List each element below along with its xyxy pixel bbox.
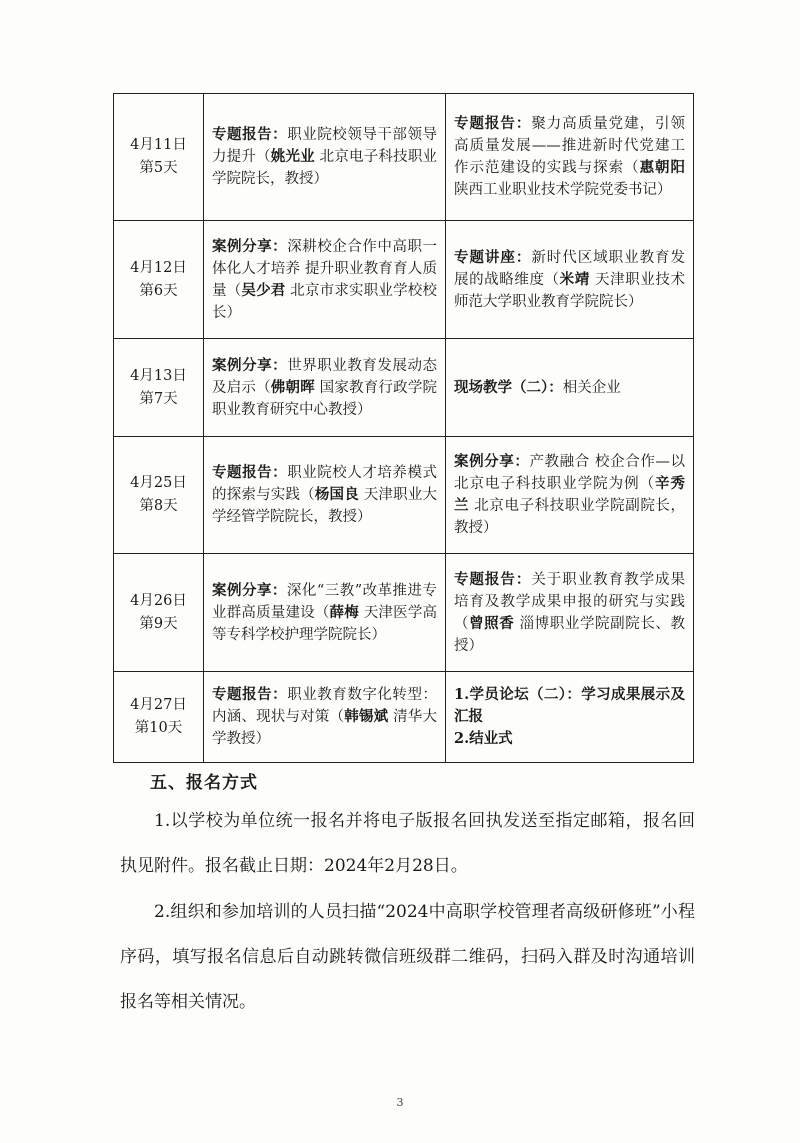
speaker-name: 佛朝晖 [270, 378, 315, 396]
speaker-affiliation: 北京市求实职业学校校长） [212, 282, 438, 321]
speaker-affiliation: 北京电子科技职业学院院长，教授） [212, 149, 438, 187]
table-row [114, 339, 694, 437]
session-text: 新时代区域职业教育发展的战略维度（ [454, 249, 686, 288]
date-cell [114, 221, 204, 339]
day-text: 第5天 [139, 160, 178, 176]
session-cell [446, 94, 694, 221]
date-cell [114, 672, 204, 763]
speaker-affiliation: 国家教育行政学院职业教育研究中心教授） [212, 379, 438, 418]
session-text: 职业院校领导干部领导力提升（ [212, 127, 438, 165]
session-text: 产教融合 校企合作—以北京电子科技职业学院为例（ [454, 454, 686, 492]
session-text: 关于职业教育教学成果培育及教学成果申报的研究与实践（ [454, 571, 686, 632]
session-tag: 专题报告： [454, 115, 532, 132]
session-text: 世界职业教育发展动态及启示（ [212, 357, 438, 396]
session-text: 深耕校企合作中高职一体化人才培养 提升职业教育育人质量（ [212, 238, 438, 299]
speaker-affiliation: 天津职业大学经管学院院长，教授） [212, 487, 438, 525]
session-tag: 案例分享： [212, 581, 287, 599]
speaker-name: 辛秀兰 [454, 475, 686, 514]
session-tag: 案例分享： [212, 356, 288, 374]
session-text: 深化“三教”改革推进专业群高质量建设（ [212, 582, 437, 621]
date-text: 4月11日 [130, 137, 187, 153]
session-tag: 专题报告： [212, 126, 288, 143]
session-cell [446, 221, 694, 339]
day-text: 第10天 [134, 720, 183, 736]
session-text: 职业院校人才培养模式的探索与实践（ [212, 465, 438, 503]
speaker-affiliation: 北京电子科技职业学院副院长，教授） [454, 498, 685, 536]
speaker-name: 韩锡斌 [344, 708, 389, 725]
paragraph: 1.以学校为单位统一报名并将电子版报名回执发送至指定邮箱，报名回执见附件。报名截止日期：2024年2月28日。 [120, 811, 695, 876]
speaker-name: 吴少君 [241, 281, 286, 299]
day-text: 第9天 [139, 615, 178, 632]
session-tag: 案例分享： [212, 237, 288, 255]
session-tag: 专题报告： [212, 686, 288, 703]
day-text: 第7天 [139, 390, 178, 407]
day-text: 第8天 [139, 498, 178, 514]
session-text: 职业教育数字化转型：内涵、现状与对策（ [212, 687, 438, 725]
speaker-name: 米靖 [559, 270, 590, 288]
table-row [114, 94, 694, 221]
speaker-affiliation: 天津职业技术师范大学职业教育学院院长） [454, 271, 686, 310]
session-text: 聚力高质量党建，引领高质量发展——推进新时代党建工作示范建设的实践与探索（ [454, 116, 686, 176]
speaker-name: 曾照香 [469, 614, 515, 632]
paragraph: 2.组织和参加培训的人员扫描“2024中高职学校管理者高级研修班”小程序码，填写报名信息后自动跳转微信班级群二维码，扫码入群及时沟通培训报名等相关情况。 [120, 902, 695, 1012]
session-tag: 案例分享： [454, 453, 530, 470]
closing-item: 2.结业式 [454, 730, 513, 747]
session-cell [204, 339, 446, 437]
speaker-name: 薛梅 [329, 603, 359, 621]
date-text: 4月27日 [130, 697, 187, 713]
session-cell [446, 437, 694, 554]
schedule-table [113, 93, 694, 763]
date-cell [114, 339, 204, 437]
speaker-affiliation: 清华大学教授） [212, 709, 437, 747]
session-cell [446, 554, 694, 672]
speaker-name: 杨国良 [314, 486, 359, 503]
date-cell [114, 94, 204, 221]
session-text: 相关企业 [562, 379, 621, 396]
date-text: 4月26日 [130, 592, 187, 609]
date-cell [114, 554, 204, 672]
session-tag: 现场教学（二）： [454, 378, 563, 396]
session-cell [446, 339, 694, 437]
table-row [114, 554, 694, 672]
speaker-affiliation: 陕西工业职业技术学院党委书记） [454, 182, 672, 198]
date-text: 4月12日 [130, 259, 187, 276]
day-text: 第6天 [139, 282, 178, 299]
session-tag: 专题报告： [454, 570, 532, 588]
speaker-affiliation: 淄博职业学院副院长、教授） [454, 615, 686, 654]
date-cell [114, 437, 204, 554]
closing-item: 1.学员论坛（二）：学习成果展示及汇报 [454, 686, 685, 725]
page-number: 3 [396, 1096, 404, 1109]
table-row [114, 221, 694, 339]
session-cell [204, 221, 446, 339]
speaker-name: 惠朝阳 [639, 159, 686, 176]
session-tag: 专题报告： [212, 464, 288, 481]
date-text: 4月25日 [130, 475, 187, 491]
session-tag: 专题讲座： [454, 248, 532, 266]
session-cell [204, 554, 446, 672]
session-cell [204, 437, 446, 554]
session-cell [204, 672, 446, 763]
section-heading: 五、报名方式 [150, 773, 258, 793]
session-cell [446, 672, 694, 763]
session-cell [204, 94, 446, 221]
table-row [114, 672, 694, 763]
speaker-name: 姚光业 [270, 148, 315, 165]
table-row [114, 437, 694, 554]
speaker-affiliation: 天津医学高等专科学校护理学院院长） [212, 604, 438, 643]
date-text: 4月13日 [130, 367, 187, 384]
